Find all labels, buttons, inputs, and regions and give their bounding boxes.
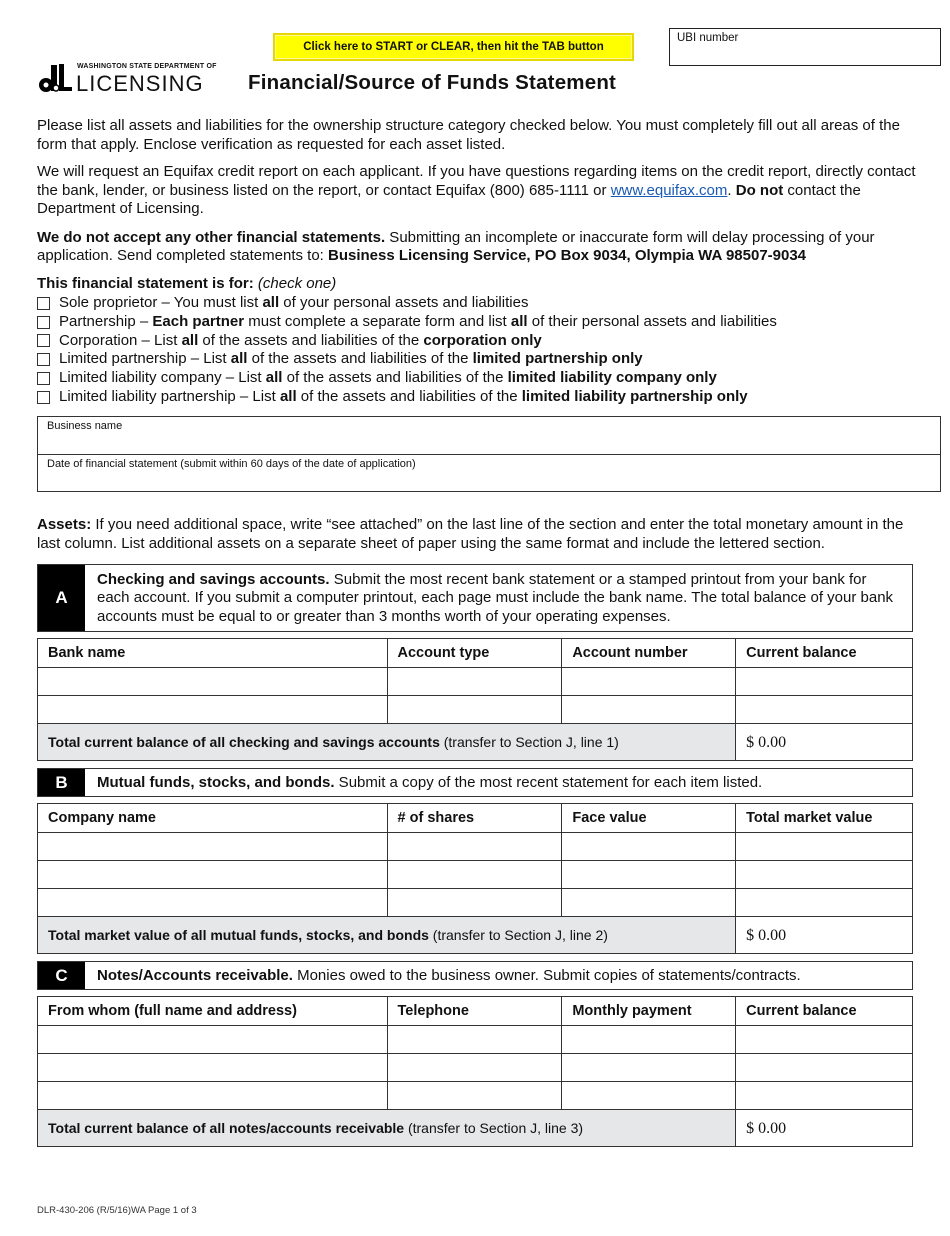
text: all xyxy=(262,294,280,312)
table-cell-input[interactable] xyxy=(736,833,913,861)
text: (transfer to Section J, line 2) xyxy=(428,926,608,943)
table-cell-input[interactable] xyxy=(38,833,388,861)
mailing-address: Business Licensing Service, PO Box 9034, Olympia WA 98507-9034 xyxy=(328,247,807,264)
table-cell-input[interactable] xyxy=(387,696,562,724)
page-title: Financial/Source of Funds Statement xyxy=(248,71,617,94)
ubi-label: UBI number xyxy=(677,32,739,44)
text: Limited partnership – List xyxy=(59,350,231,368)
assets-instructions xyxy=(37,516,917,553)
checklist-hint: (check one) xyxy=(257,274,337,292)
table-cell-input[interactable] xyxy=(38,889,388,917)
checkbox[interactable] xyxy=(37,391,50,404)
checkbox-label xyxy=(59,388,748,407)
text: of the assets and liabilities of the xyxy=(296,387,522,405)
total-amount-field[interactable]: $ 0.00 xyxy=(736,724,913,761)
table-cell-input[interactable] xyxy=(562,1026,736,1054)
column-header: Account type xyxy=(387,639,562,668)
table-cell-input[interactable] xyxy=(736,1026,913,1054)
table-cell-input[interactable] xyxy=(562,861,736,889)
table-cell-input[interactable] xyxy=(736,668,913,696)
text: all xyxy=(279,387,297,405)
logo-subtitle: WASHINGTON STATE DEPARTMENT OF xyxy=(77,63,217,70)
table-cell-input[interactable] xyxy=(736,1054,913,1082)
checkbox-label xyxy=(59,294,528,313)
section-header-b xyxy=(37,768,913,797)
table-cell-input[interactable] xyxy=(38,1082,388,1110)
checkbox-label xyxy=(59,369,717,388)
checkbox-option[interactable] xyxy=(37,350,927,369)
table-row xyxy=(38,833,913,861)
total-amount-field[interactable]: $ 0.00 xyxy=(736,1110,913,1147)
text: Notes/Accounts receivable. xyxy=(97,966,293,984)
intro-paragraph-1: Please list all assets and liabilities for the ownership structure category checked below. You must completely fill out all areas of the form that apply. Enclose verification as requested for each asset listed. xyxy=(37,117,900,153)
table-header-row xyxy=(38,997,913,1026)
text: of the assets and liabilities of the xyxy=(198,331,424,349)
section-table-a xyxy=(37,638,913,761)
text: We will request an Equifax credit report on each applicant. If you have questions regarding items on the credit report, directly contact the bank, lender, or business listed on the report, or contact Equifax (800) 685-1111 or xyxy=(37,163,916,199)
business-name-field[interactable] xyxy=(38,417,940,454)
table-cell-input[interactable] xyxy=(38,1026,388,1054)
checkbox-option[interactable] xyxy=(37,313,927,332)
column-header: Face value xyxy=(562,804,736,833)
table-cell-input[interactable] xyxy=(562,1054,736,1082)
text: If you need additional space, write “see attached” on the last line of the section and enter the total monetary amount in the last column. List additional assets on a separate sheet of paper using the same format and include the lettered section. xyxy=(37,516,904,552)
column-header: Bank name xyxy=(38,639,388,668)
section-table-b xyxy=(37,803,913,954)
equifax-link[interactable]: www.equifax.com xyxy=(610,181,728,199)
section-description xyxy=(85,962,813,989)
ubi-number-field[interactable] xyxy=(669,28,941,66)
checkbox-label xyxy=(59,313,777,332)
total-amount-field[interactable]: $ 0.00 xyxy=(736,917,913,954)
text: Limited liability company – List xyxy=(59,369,266,387)
table-cell-input[interactable] xyxy=(38,696,388,724)
table-header-row xyxy=(38,639,913,668)
text: of the assets and liabilities of the xyxy=(247,350,473,368)
table-cell-input[interactable] xyxy=(736,861,913,889)
total-row xyxy=(38,724,913,761)
checklist-label: This financial statement is for: xyxy=(37,274,254,292)
total-row xyxy=(38,917,913,954)
checkbox-option[interactable] xyxy=(37,388,927,407)
column-header: Monthly payment xyxy=(562,997,736,1026)
text: corporation only xyxy=(423,331,542,349)
text: Limited liability partnership – List xyxy=(59,387,280,405)
text: Partnership – xyxy=(59,312,153,330)
field-label: Date of financial statement (submit within 60 days of the date of application) xyxy=(47,458,416,471)
table-header-row xyxy=(38,804,913,833)
text: Checking and savings accounts. xyxy=(97,570,330,588)
dol-logo-icon xyxy=(37,63,73,95)
section-letter: B xyxy=(38,769,85,796)
text: of their personal assets and liabilities xyxy=(527,312,777,330)
text: Total market value of all mutual funds, stocks, and bonds xyxy=(48,926,429,943)
text: Mutual funds, stocks, and bonds. xyxy=(97,773,335,791)
text: limited liability company only xyxy=(507,369,717,387)
checkbox-option[interactable] xyxy=(37,294,927,313)
table-cell-input[interactable] xyxy=(736,889,913,917)
table-cell-input[interactable] xyxy=(387,668,562,696)
column-header: From whom (full name and address) xyxy=(38,997,388,1026)
table-cell-input[interactable] xyxy=(387,1026,562,1054)
table-cell-input[interactable] xyxy=(562,668,736,696)
column-header: Current balance xyxy=(736,997,913,1026)
table-cell-input[interactable] xyxy=(387,889,562,917)
text: all xyxy=(181,331,199,349)
section-description xyxy=(85,769,774,796)
table-cell-input[interactable] xyxy=(562,1082,736,1110)
table-cell-input[interactable] xyxy=(38,861,388,889)
text: of your personal assets and liabilities xyxy=(279,294,529,312)
text: (transfer to Section J, line 3) xyxy=(404,1119,584,1136)
text: Total current balance of all notes/accounts receivable xyxy=(48,1119,405,1136)
intro-paragraph-2 xyxy=(37,163,927,219)
text: . xyxy=(727,181,736,199)
section-table-c xyxy=(37,996,913,1147)
table-cell-input[interactable] xyxy=(387,833,562,861)
total-row xyxy=(38,1110,913,1147)
table-cell-input[interactable] xyxy=(387,861,562,889)
assets-label: Assets: xyxy=(37,516,92,534)
text: of the assets and liabilities of the xyxy=(282,369,508,387)
column-header: Current balance xyxy=(736,639,913,668)
checkbox-label xyxy=(59,350,643,369)
section-description xyxy=(85,565,912,631)
section-header-a xyxy=(37,564,913,632)
table-row xyxy=(38,1082,913,1110)
column-header: Company name xyxy=(38,804,388,833)
table-row xyxy=(38,668,913,696)
text: Corporation – List xyxy=(59,331,182,349)
table-cell-input[interactable] xyxy=(736,1082,913,1110)
table-row xyxy=(38,861,913,889)
total-label xyxy=(38,917,736,954)
text: all xyxy=(265,369,283,387)
column-header: Account number xyxy=(562,639,736,668)
text: all xyxy=(230,350,248,368)
start-clear-button[interactable]: Click here to START or CLEAR, then hit the TAB button xyxy=(273,33,634,61)
column-header: Total market value xyxy=(736,804,913,833)
section-header-c xyxy=(37,961,913,990)
business-info-box xyxy=(37,416,941,492)
ownership-checklist xyxy=(37,275,927,407)
table-cell-input[interactable] xyxy=(38,668,388,696)
table-row xyxy=(38,1054,913,1082)
column-header: # of shares xyxy=(387,804,562,833)
checkbox[interactable] xyxy=(37,334,50,347)
table-row xyxy=(38,1026,913,1054)
table-cell-input[interactable] xyxy=(387,1054,562,1082)
text: must complete a separate form and list xyxy=(244,312,511,330)
column-header: Telephone xyxy=(387,997,562,1026)
text: limited partnership only xyxy=(472,350,643,368)
text: Total current balance of all checking and savings accounts xyxy=(48,733,440,750)
table-cell-input[interactable] xyxy=(38,1054,388,1082)
text: (transfer to Section J, line 1) xyxy=(439,733,619,750)
text: Sole proprietor – You must list xyxy=(59,294,263,312)
checkbox-option[interactable] xyxy=(37,369,927,388)
checkbox-option[interactable] xyxy=(37,332,927,351)
table-cell-input[interactable] xyxy=(387,1082,562,1110)
text: Monies owed to the business owner. Submit copies of statements/contracts. xyxy=(292,966,801,984)
checkbox[interactable] xyxy=(37,297,50,310)
table-cell-input[interactable] xyxy=(562,833,736,861)
checkbox[interactable] xyxy=(37,316,50,329)
text: We do not accept any other financial statements. xyxy=(37,228,386,246)
total-label xyxy=(38,1110,736,1147)
dol-logo xyxy=(37,62,227,96)
form-footer: DLR-430-206 (R/5/16)WA Page 1 of 3 xyxy=(37,1205,197,1217)
checkbox[interactable] xyxy=(37,372,50,385)
text: limited liability partnership only xyxy=(521,387,748,405)
text: contact the Department of Licensing. xyxy=(37,181,861,217)
text: Submitting an incomplete or inaccurate form will delay processing of your application. Send completed statements to: xyxy=(37,228,875,264)
table-row xyxy=(38,696,913,724)
checkbox-label xyxy=(59,332,542,351)
section-letter: C xyxy=(38,962,85,989)
text: Do not xyxy=(735,181,784,199)
text: Each partner xyxy=(152,312,245,330)
text: all xyxy=(510,312,528,330)
text: Submit a copy of the most recent statement for each item listed. xyxy=(334,773,763,791)
table-cell-input[interactable] xyxy=(562,889,736,917)
total-label xyxy=(38,724,736,761)
field-label: Business name xyxy=(47,420,123,433)
table-cell-input[interactable] xyxy=(562,696,736,724)
section-letter: A xyxy=(38,565,85,631)
table-row xyxy=(38,889,913,917)
intro-paragraph-3 xyxy=(37,229,927,266)
text: Submit the most recent bank statement or a stamped printout from your bank for each account. If you submit a computer printout, each page must include the bank name. The total balance of your bank accounts must be equal to or greater than 3 months worth of your operating expenses. xyxy=(97,570,894,625)
table-cell-input[interactable] xyxy=(736,696,913,724)
statement-date-field[interactable] xyxy=(38,454,940,491)
checkbox[interactable] xyxy=(37,353,50,366)
logo-title: LICENSING xyxy=(76,71,204,96)
